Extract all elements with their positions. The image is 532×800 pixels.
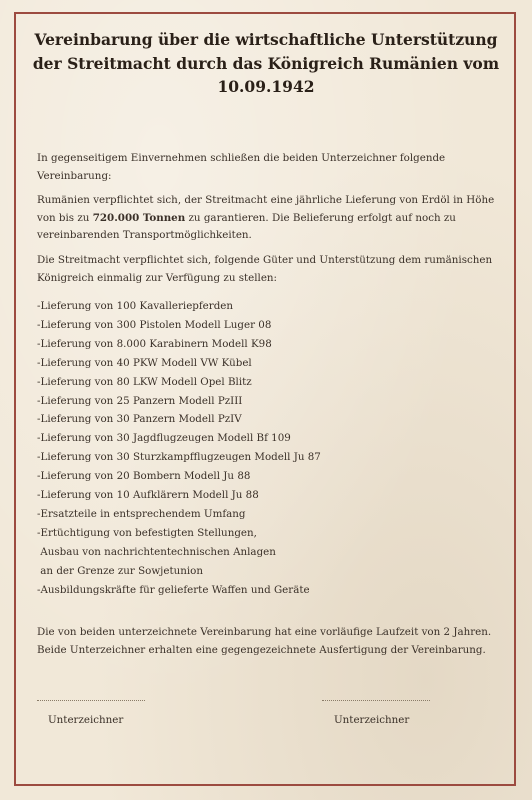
oil-clause-text-end: zu garantieren. Die Belieferung erfolgt auf noch zu vereinbarenden Transportmöglichkeiten. — [37, 211, 456, 241]
signature-label-right: Unterzeichner — [334, 714, 410, 726]
list-item: -Lieferung von 30 Jagdflugzeugen Modell Bf 109 — [37, 432, 291, 445]
oil-clause-paragraph — [37, 192, 499, 245]
list-item: -Ausbildungskräfte für gelieferte Waffen und Geräte — [37, 583, 310, 596]
delivery-list — [37, 297, 499, 600]
list-item: -Lieferung von 8.000 Karabinern Modell K98 — [37, 337, 272, 350]
list-item: -Lieferung von 20 Bombern Modell Ju 88 — [37, 470, 251, 483]
closing-paragraph: Die von beiden unterzeichnete Vereinbarung hat eine vorläufige Laufzeit von 2 Jahren. Beide Unterzeichner erhalten eine gegengezeichnete Ausfertigung der Vereinbarung. — [37, 626, 492, 656]
list-item: -Ersatzteile in entsprechendem Umfang — [37, 507, 246, 520]
intro-paragraph: In gegenseitigem Einvernehmen schließen die beiden Unterzeichner folgende Vereinbarung: — [37, 152, 446, 182]
list-item: -Ertüchtigung von befestigten Stellungen, — [37, 526, 257, 539]
signature-line-right — [322, 700, 430, 701]
list-item: -Lieferung von 300 Pistolen Modell Luger 08 — [37, 318, 272, 331]
list-item: an der Grenze zur Sowjetunion — [37, 564, 203, 577]
list-item: -Lieferung von 25 Panzern Modell PzIII — [37, 394, 243, 407]
list-item: -Lieferung von 100 Kavalleriepferden — [37, 300, 234, 312]
list-item: -Lieferung von 40 PKW Modell VW Kübel — [37, 356, 252, 369]
oil-clause-text-start: Rumänien verpflichtet sich, der Streitmacht eine jährliche Lieferung von Erdöl in Höhe von bis zu — [37, 194, 495, 224]
list-item: -Lieferung von 30 Panzern Modell PzIV — [37, 413, 242, 426]
list-item: -Lieferung von 80 LKW Modell Opel Blitz — [37, 375, 252, 388]
signature-line-left — [37, 700, 145, 701]
oil-quantity: 720.000 Tonnen — [92, 211, 186, 224]
document-title: Vereinbarung über die wirtschaftliche Unterstützung der Streitmacht durch das Königreich Rumänien vom 10.09.1942 — [32, 30, 500, 96]
signature-label-left: Unterzeichner — [48, 714, 124, 726]
obligation-paragraph: Die Streitmacht verpflichtet sich, folgende Güter und Unterstützung dem rumänischen Königreich einmalig zur Verfügung zu stellen: — [37, 254, 493, 284]
list-item: Ausbau von nachrichtentechnischen Anlagen — [37, 545, 276, 558]
list-item: -Lieferung von 30 Sturzkampfflugzeugen Modell Ju 87 — [37, 451, 321, 464]
list-item: -Lieferung von 10 Aufklärern Modell Ju 88 — [37, 489, 259, 502]
